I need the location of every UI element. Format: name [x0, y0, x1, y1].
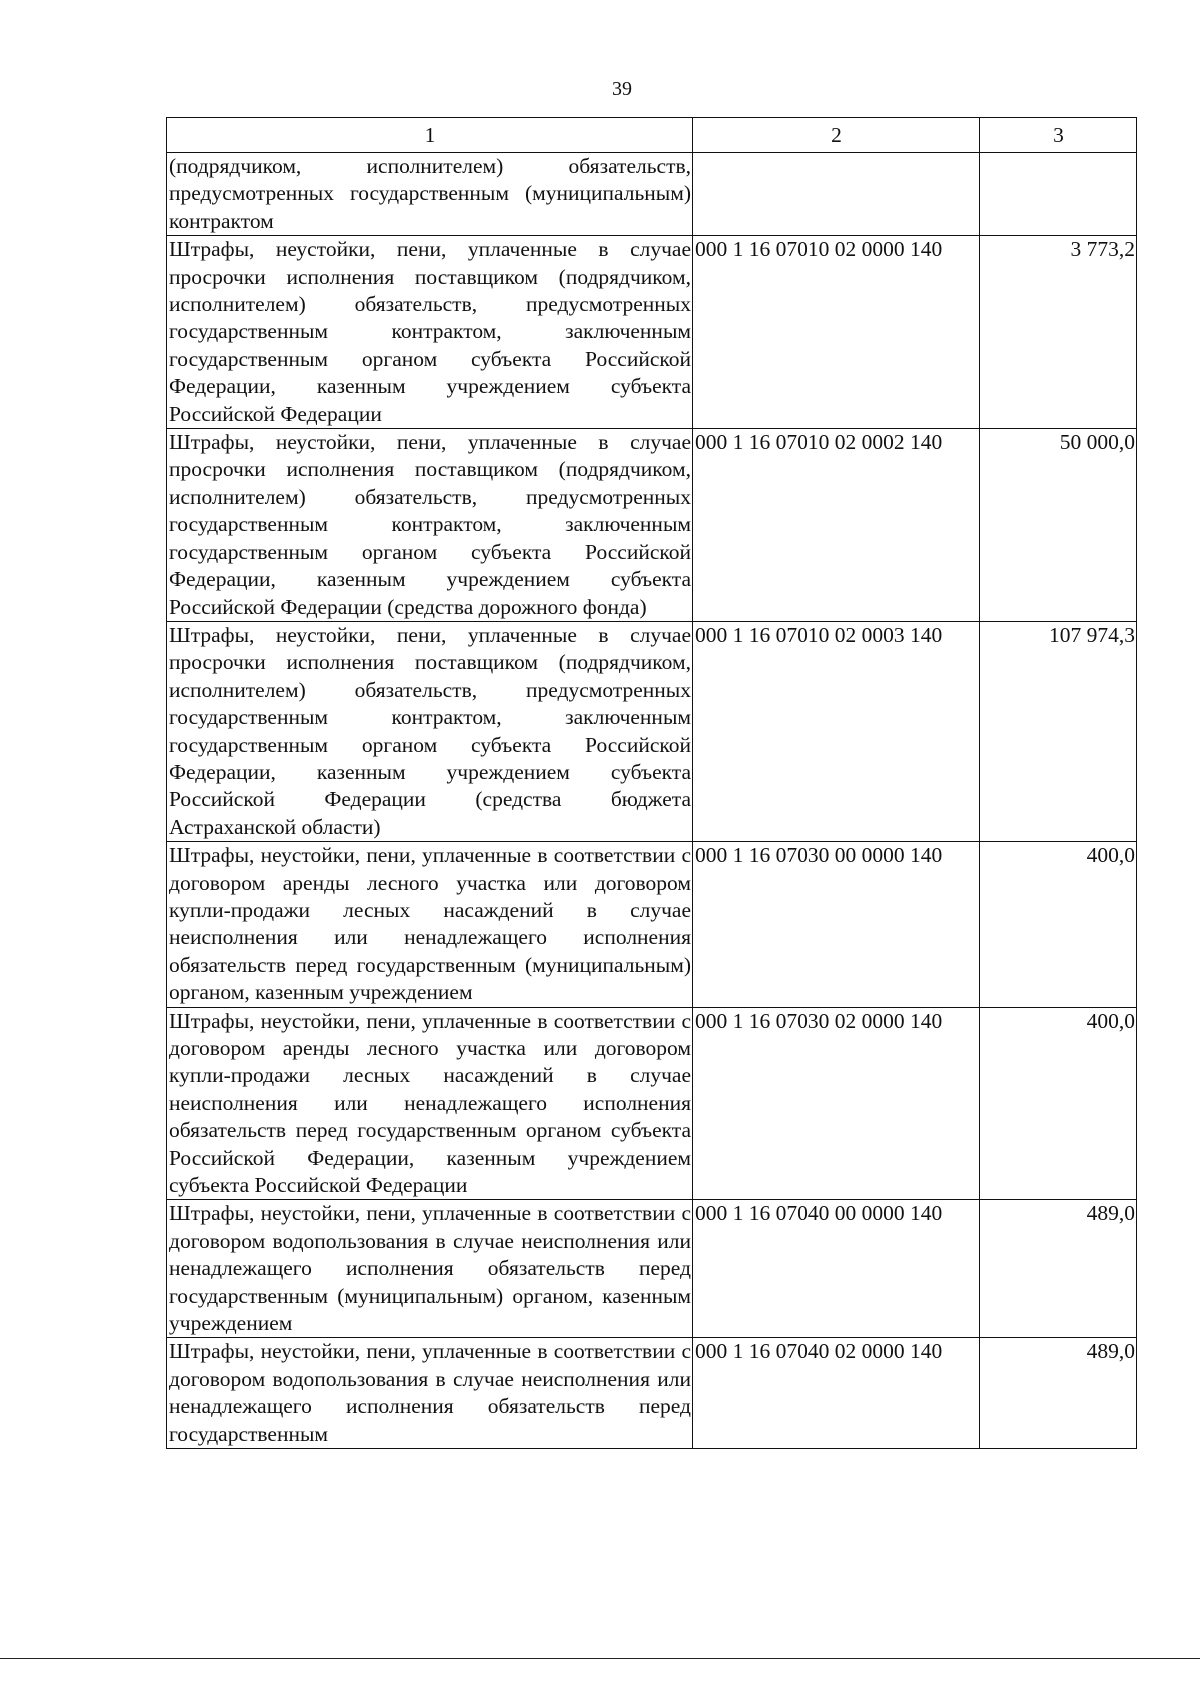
- row-code: 000 1 16 07030 02 0000 140: [693, 1007, 980, 1200]
- row-amount: 489,0: [980, 1200, 1137, 1338]
- row-amount: 489,0: [980, 1338, 1137, 1449]
- table-row: [167, 1338, 1137, 1449]
- table-row: [167, 153, 1137, 236]
- header-col-1: 1: [167, 118, 693, 153]
- table-row: [167, 1007, 1137, 1200]
- table-row: [167, 236, 1137, 429]
- row-amount: 50 000,0: [980, 429, 1137, 622]
- header-col-2: 2: [693, 118, 980, 153]
- header-row: [167, 118, 1137, 153]
- table-row: [167, 621, 1137, 841]
- row-amount: 107 974,3: [980, 621, 1137, 841]
- row-code: 000 1 16 07010 02 0002 140: [693, 429, 980, 622]
- table-row: [167, 429, 1137, 622]
- row-amount: 400,0: [980, 1007, 1137, 1200]
- table-body: [167, 153, 1137, 1449]
- row-description: Штрафы, неустойки, пени, уплаченные в случае просрочки исполнения поставщиком (подрядчиком, исполнителем) обязательств, предусмотренных государственным контрактом, заключенным государственным органом субъекта Российской Федерации, казенным учреждением субъекта Российской Федерации: [167, 236, 693, 429]
- row-amount: [980, 153, 1137, 236]
- row-code: 000 1 16 07040 00 0000 140: [693, 1200, 980, 1338]
- row-description: Штрафы, неустойки, пени, уплаченные в соответствии с договором аренды лесного участка или договором купли-продажи лесных насаждений в случае неисполнения или ненадлежащего исполнения обязательств перед государственным органом субъекта Российской Федерации, казенным учреждением субъекта Российской Федерации: [167, 1007, 693, 1200]
- budget-table: [166, 117, 1137, 1449]
- row-code: [693, 153, 980, 236]
- header-col-3: 3: [980, 118, 1137, 153]
- scan-edge-divider: [0, 1658, 1200, 1659]
- row-code: 000 1 16 07040 02 0000 140: [693, 1338, 980, 1449]
- row-description: Штрафы, неустойки, пени, уплаченные в соответствии с договором водопользования в случае неисполнения или ненадлежащего исполнения обязательств перед государственным (муниципальным) органом, казенным учреждением: [167, 1200, 693, 1338]
- budget-table-container: [166, 117, 1136, 1449]
- row-code: 000 1 16 07030 00 0000 140: [693, 842, 980, 1007]
- row-description: Штрафы, неустойки, пени, уплаченные в соответствии с договором водопользования в случае неисполнения или ненадлежащего исполнения обязательств перед государственным: [167, 1338, 693, 1449]
- row-code: 000 1 16 07010 02 0003 140: [693, 621, 980, 841]
- row-amount: 400,0: [980, 842, 1137, 1007]
- row-description: Штрафы, неустойки, пени, уплаченные в соответствии с договором аренды лесного участка или договором купли-продажи лесных насаждений в случае неисполнения или ненадлежащего исполнения обязательств перед государственным (муниципальным) органом, казенным учреждением: [167, 842, 693, 1007]
- page-number: 39: [612, 78, 632, 100]
- row-description: Штрафы, неустойки, пени, уплаченные в случае просрочки исполнения поставщиком (подрядчиком, исполнителем) обязательств, предусмотренных государственным контрактом, заключенным государственным органом субъекта Российской Федерации, казенным учреждением субъекта Российской Федерации (средства дорожного фонда): [167, 429, 693, 622]
- row-description: (подрядчиком, исполнителем) обязательств, предусмотренных государственным (муниципальным) контрактом: [167, 153, 693, 236]
- table-header: [167, 118, 1137, 153]
- row-code: 000 1 16 07010 02 0000 140: [693, 236, 980, 429]
- row-amount: 3 773,2: [980, 236, 1137, 429]
- table-row: [167, 1200, 1137, 1338]
- row-description: Штрафы, неустойки, пени, уплаченные в случае просрочки исполнения поставщиком (подрядчиком, исполнителем) обязательств, предусмотренных государственным контрактом, заключенным государственным органом субъекта Российской Федерации, казенным учреждением субъекта Российской Федерации (средства бюджета Астраханской области): [167, 621, 693, 841]
- table-row: [167, 842, 1137, 1007]
